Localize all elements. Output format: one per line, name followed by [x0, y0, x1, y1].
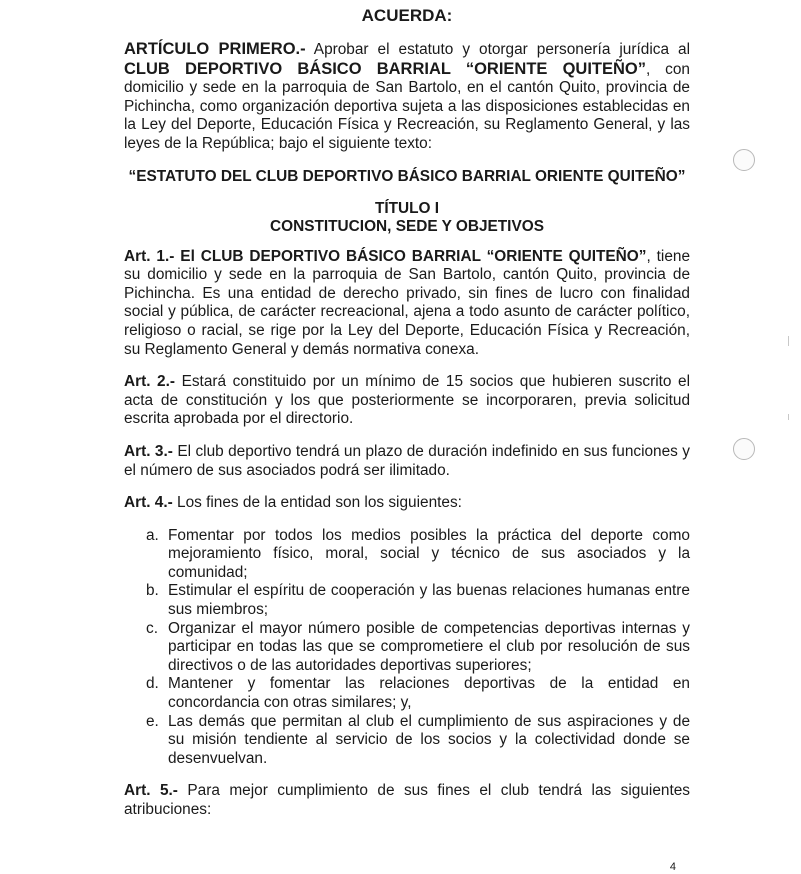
article-1-text: , tiene su domicilio y sede en la parroquia de San Bartolo, cantón Quito, provincia de Pichincha. Es una entidad de derecho privado, sin fines de lucro con finalidad social y pública, de carácter recreacional, ajena a todo asunto de carácter político, religioso o racial, se rige por la Ley del Deporte, Educación Física y Recreación, su Reglamento General y demás normativa conexa.	[124, 247, 690, 358]
article-1-bold-intro: El CLUB DEPORTIVO BÁSICO BARRIAL “ORIENTE QUITEÑO”	[174, 247, 647, 265]
article-5	[124, 782, 690, 819]
article-3	[124, 443, 690, 480]
list-item-text: Estimular el espíritu de cooperación y las buenas relaciones humanas entre sus miembros;	[168, 582, 690, 619]
article-4	[124, 494, 690, 513]
article-3-label: Art. 3.-	[124, 442, 173, 460]
club-name: CLUB DEPORTIVO BÁSICO BARRIAL “ORIENTE QUITEÑO”	[124, 59, 647, 78]
margin-mark	[788, 336, 789, 346]
list-item-text: Las demás que permitan al club el cumplimiento de sus aspiraciones y de su misión tendiente al servicio de los socios y la colectividad donde se desenvuelvan.	[168, 712, 690, 767]
list-item-c	[146, 620, 690, 676]
article-4-list	[146, 527, 690, 769]
articulo-primero-label: ARTÍCULO PRIMERO.-	[124, 40, 306, 58]
titulo-block	[124, 200, 690, 236]
list-marker: a.	[146, 526, 159, 544]
statute-title: “ESTATUTO DEL CLUB DEPORTIVO BÁSICO BARRIAL ORIENTE QUITEÑO”	[128, 167, 686, 185]
margin-mark	[788, 414, 789, 420]
article-1	[124, 248, 690, 360]
list-marker: e.	[146, 712, 159, 730]
list-item-text: Mantener y fomentar las relaciones deportivas de la entidad en concordancia con otras similares; y,	[168, 675, 690, 712]
list-item-b	[146, 582, 690, 619]
list-marker: d.	[146, 675, 159, 693]
article-1-label: Art. 1.-	[124, 247, 175, 265]
article-2	[124, 373, 690, 429]
list-marker: b.	[146, 582, 159, 600]
articulo-primero	[124, 40, 690, 154]
article-5-text: Para mejor cumplimiento de sus fines el club tendrá las siguientes atribuciones:	[124, 782, 690, 818]
articulo-primero-text-1: Aprobar el estatuto y otorgar personería jurídica al	[305, 41, 690, 58]
article-4-label: Art. 4.-	[124, 494, 173, 512]
document-body	[124, 0, 690, 874]
article-2-text: Estará constituido por un mínimo de 15 socios que hubieren suscrito el acta de constitución y los que posteriormente se incorporaren, previa solicitud escrita aprobada por el directorio.	[124, 373, 691, 428]
list-marker: c.	[146, 619, 158, 637]
articulo-primero-text-2: , con domicilio y sede en la parroquia de San Bartolo, en el cantón Quito, provincia de Pichincha, como organización deportiva sujeta a las disposiciones establecidas en la Ley del Deporte, Educación Física y Recreación, su Reglamento General, y las leyes de la República; bajo el siguiente texto:	[124, 60, 690, 152]
titulo-name: CONSTITUCION, SEDE Y OBJETIVOS	[270, 217, 544, 235]
list-item-a	[146, 527, 690, 583]
list-item-e	[146, 713, 690, 769]
article-2-label: Art. 2.-	[124, 373, 176, 391]
list-item-d	[146, 675, 690, 712]
list-item-text: Organizar el mayor número posible de competencias deportivas internas y participar en todas las que se comprometiere el club por resolución de sus directivos o de las autoridades deportivas superiores;	[168, 619, 690, 674]
list-item-text: Fomentar por todos los medios posibles la práctica del deporte como mejoramiento físico, moral, social y técnico de sus asociados y la comunidad;	[168, 526, 690, 581]
titulo-number: TÍTULO I	[374, 199, 440, 217]
article-5-label: Art. 5.-	[124, 782, 178, 800]
article-4-text: Los fines de la entidad son los siguientes:	[172, 494, 462, 512]
punch-hole-icon	[733, 438, 755, 460]
punch-hole-icon	[733, 149, 755, 171]
page-number: 4	[669, 860, 676, 873]
article-3-text: El club deportivo tendrá un plazo de duración indefinido en sus funciones y el número de sus asociados podrá ser ilimitado.	[124, 442, 690, 479]
acuerda-heading: ACUERDA:	[361, 6, 453, 25]
